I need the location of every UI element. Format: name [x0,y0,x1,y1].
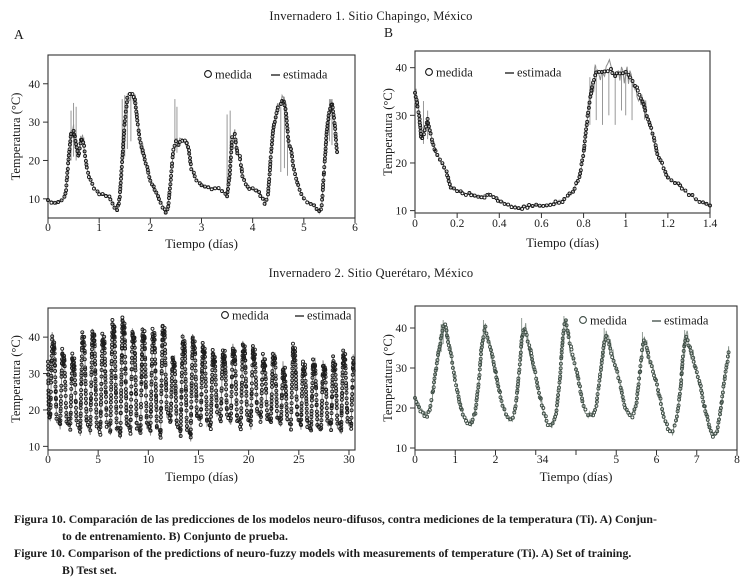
x-tick-label: 3 [198,222,205,234]
y-tick-label: 40 [28,332,40,345]
y-axis-label: Temperatura (°C) [381,334,395,422]
y-tick-label: 40 [28,78,40,91]
legend-medida-label: medida [232,308,269,323]
panel-a-label: A [14,27,24,42]
legend-estimada-label: estimada [517,65,562,80]
y-tick-label: 30 [395,110,407,123]
x-tick-label: 6 [352,222,358,234]
chart-panel-a [0,40,371,256]
y-axis-label: Temperatura (°C) [9,335,23,423]
y-tick-label: 10 [395,205,407,218]
x-tick-label: 4 [249,222,256,234]
x-tick-label: 1.4 [702,218,718,230]
y-axis-label: Temperatura (°C) [9,92,23,181]
y-tick-label: 20 [28,155,40,168]
y-tick-label: 20 [395,403,407,415]
x-tick-label: 0.4 [492,218,507,230]
figure-caption [14,511,732,579]
y-tick-label: 40 [395,62,407,75]
x-tick-label: 20 [242,454,255,466]
x-axis-label: Tiempo (días) [539,469,613,484]
y-tick-label: 40 [395,323,407,335]
legend-estimada-label: estimada [307,308,352,323]
y-tick-label: 30 [28,117,40,130]
chart-panel-c [0,292,371,492]
y-tick-label: 30 [28,368,40,381]
x-tick-label: 0.6 [534,218,549,230]
legend-estimada-label: estimada [283,67,328,82]
x-tick-label: 6 [653,454,660,466]
x-tick-label: 0.8 [576,218,591,230]
legend-medida-label: medida [215,67,252,82]
y-tick-label: 10 [395,443,407,455]
figure-title-bottom: Invernadero 2. Sitio Querétaro, México [268,266,474,280]
legend-circle-marker [222,312,229,319]
panel-b-label: B [384,25,394,40]
x-tick-label: 1 [452,454,459,466]
x-tick-label: 2 [492,454,499,466]
x-axis-label: Tiempo (días) [165,469,238,484]
x-tick-label: 2 [147,222,154,234]
chart-panel-b [371,40,742,256]
y-tick-label: 10 [28,441,40,454]
x-tick-label: 25 [293,454,305,466]
x-tick-label: 10 [142,454,155,466]
y-tick-label: 20 [395,157,407,170]
legend-circle-marker [205,71,212,78]
x-tick-label: 0 [412,454,418,466]
x-tick-label: 34 [536,454,549,466]
y-tick-label: 20 [28,404,40,417]
y-axis-label: Temperatura (°C) [381,88,395,176]
y-tick-label: 30 [395,363,407,375]
chart-panel-d [371,292,742,492]
x-tick-label: 1 [622,218,629,230]
medida-series-markers [47,93,339,215]
x-axis-label: Tiempo (días) [526,235,599,250]
x-tick-label: 1 [96,222,103,234]
x-tick-label: 5 [300,222,307,234]
caption-line-en-1: Figure 10. Comparison of the predictions of neuro-fuzzy models with measurements of temperature (Ti). A) Set of training. [14,546,632,560]
y-tick-label: 10 [28,193,40,206]
caption-line-es-1: Figura 10. Comparación de las predicciones de los modelos neuro-difusos, contra mediciones de la temperatura (Ti). A) Conjun- [14,512,657,526]
plot-frame [415,306,737,450]
figure-title-top: Invernadero 1. Sitio Chapingo, México [269,9,473,23]
medida-series-markers [414,65,712,211]
legend-medida-label: medida [436,65,473,80]
estimada-series-line [415,60,710,210]
caption-line-es-2: to de entrenamiento. B) Conjunto de prueba. [62,529,288,543]
x-tick-label: 1.2 [660,218,676,230]
x-tick-label: 5 [95,454,102,466]
legend-circle-marker [580,317,587,324]
x-tick-label: 0.2 [449,218,465,230]
legend-circle-marker [426,69,433,76]
x-tick-label: 0 [412,218,418,230]
x-tick-label: 30 [343,454,355,466]
x-axis-label: Tiempo (días) [165,236,238,251]
x-tick-label: 0 [45,222,51,234]
x-tick-label: 0 [45,454,51,466]
x-tick-label: 7 [693,454,700,466]
estimada-series-line [415,319,729,436]
x-tick-label: 15 [192,454,205,466]
x-tick-label: 5 [613,454,620,466]
legend-estimada-label: estimada [664,313,709,328]
x-tick-label: 8 [734,454,740,466]
estimada-series-line [48,92,337,214]
medida-series-markers [414,319,731,439]
legend-medida-label: medida [590,313,627,328]
caption-line-en-2: B) Test set. [62,563,117,577]
